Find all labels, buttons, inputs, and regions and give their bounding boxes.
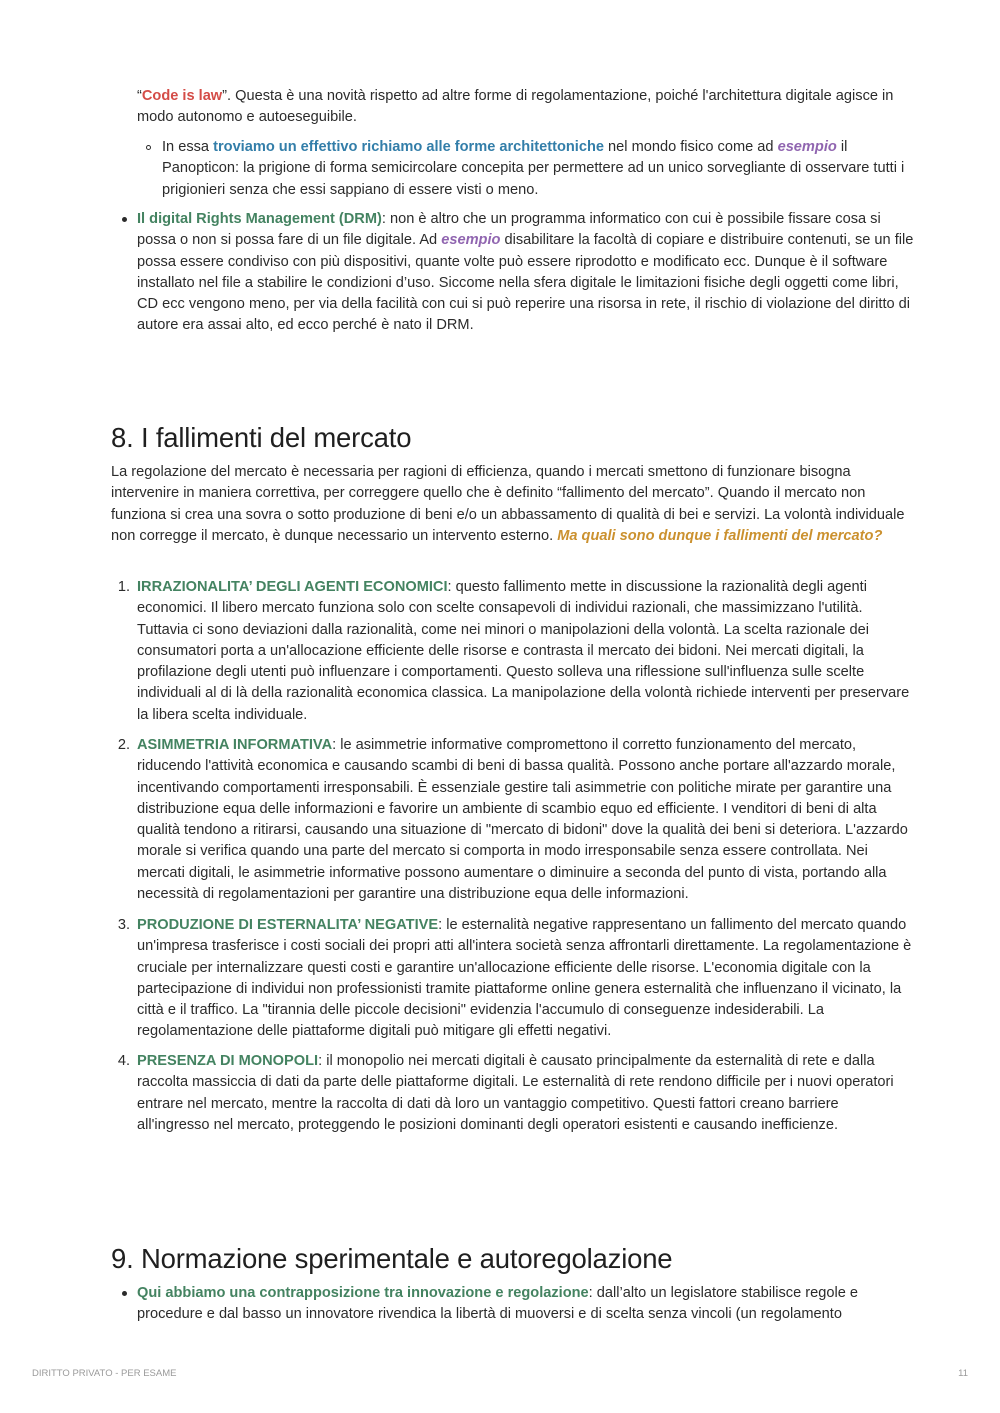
drm-text-2: disabilitare la facoltà di copiare e distribuire contenuti, se un file possa essere condiviso con più dispositivi, quante volte può essere riprodotto e modificato ecc. Dunque è il software installato nel file a stabilire le condizioni d’uso. Siccome nella sfera digitale le limitazioni fisiche degli oggetti come libri, CD ecc vengono meno, per via della facilità con cui si può reperire una risorsa in rete, il rischio di violazione del diritto di autore era assai alto, ed ecco perché è nato il DRM.: [137, 232, 914, 334]
open-quote: “: [137, 88, 142, 104]
section-8-intro: [111, 462, 911, 547]
sub-item-mid: nel mondo fisico come ad: [603, 139, 778, 155]
architectural-forms-highlight: troviamo un effettivo richiamo alle forme architettoniche: [213, 139, 604, 155]
list-number: 4.: [117, 1053, 130, 1069]
code-is-law-paragraph: [137, 86, 917, 129]
example-highlight: esempio: [777, 139, 837, 155]
failure-text: : il monopolio nei mercati digitali è causato principalmente da esternalità di rete e dalla raccolta massiccia di dati da parte delle piattaforme digitali. Le esternalità di rete rendono difficile per i nuovi operatori entrare nel mercato, mentre la raccolta di dati dà loro un vantaggio competitivo. Questi fattori creano barriere all'ingresso nel mercato, proteggendo le posizioni dominanti degli operatori esistenti e causando inefficienze.: [137, 1053, 894, 1133]
contrast-text: : dall’alto un legislatore stabilisce regole e procedure e dal basso un innovatore rivendica la libertà di muoversi e di scelta senza vincoli (un regolamento: [137, 1285, 859, 1323]
hollow-bullet-icon: [146, 145, 151, 150]
failure-item-asymmetry: [137, 735, 915, 905]
bullet-icon: [122, 217, 127, 222]
section-9-heading: 9. Normazione sperimentale e autoregolazione: [111, 1243, 673, 1274]
list-number: 3.: [117, 917, 130, 933]
drm-text-1: : non è altro che un programma informatico con cui è possibile fissare cosa si possa o non si possa fare di un file digitale. Ad: [137, 211, 881, 249]
page-number: 11: [958, 1368, 968, 1379]
list-number: 1.: [117, 579, 130, 595]
footer-title: DIRITTO PRIVATO - PER ESAME: [32, 1368, 177, 1379]
failure-label: PRESENZA DI MONOPOLI: [137, 1053, 319, 1069]
failure-label: PRODUZIONE DI ESTERNALITA’ NEGATIVE: [137, 917, 439, 933]
section-8-intro-text: La regolazione del mercato è necessaria per ragioni di efficienza, quando i mercati smettono di funzionare bisogna intervenire in maniera correttiva, per correggere quello che è definito “fallimento del mercato”. Quando il mercato non funziona si crea una sovra o sotto produzione di beni e/o un abbassamento di qualità di bei e servizi. La volontà individuale non corregge il mercato, è dunque necessario un intervento esterno.: [111, 464, 905, 544]
innovation-regulation-item: [137, 1283, 912, 1326]
code-is-law-highlight: Code is law: [141, 88, 223, 104]
list-number: 2.: [117, 737, 130, 753]
failure-text: : questo fallimento mette in discussione la razionalità degli agenti economici. Il libero mercato funziona solo con scelte consapevoli di individui razionali, che massimizzano l'utilità. Tuttavia ci sono deviazioni dalla razionalità, come nei minori o manipolazioni della volontà. La scelta razionale dei consumatori porta a un'allocazione efficiente delle risorse e contrasta il mercato dei bidoni. Nei mercati digitali, la profilazione degli utenti può influenzare i comportamenti. Questo solleva una riflessione sull'influenza sulle scelte individuali al di là della razionalità economica classica. La manipolazione della volontà richiede interventi per preservare la libera scelta individuale.: [137, 579, 910, 723]
failure-label: IRRAZIONALITA’ DEGLI AGENTI ECONOMICI: [137, 579, 448, 595]
section-8-heading: 8. I fallimenti del mercato: [111, 422, 412, 453]
failure-label: ASIMMETRIA INFORMATIVA: [137, 737, 333, 753]
drm-label: Il digital Rights Management (DRM): [137, 211, 382, 227]
contrast-label: Qui abbiamo una contrapposizione tra innovazione e regolazione: [137, 1285, 589, 1301]
failure-item-irrationality: [137, 577, 915, 726]
failure-item-monopolies: [137, 1051, 915, 1136]
failure-item-externalities: [137, 915, 915, 1043]
bullet-icon: [122, 1291, 127, 1296]
drm-example-highlight: esempio: [441, 232, 501, 249]
sub-item-lead: In essa: [162, 139, 214, 155]
panopticon-sub-item: [162, 137, 917, 201]
failure-text: : le asimmetrie informative compromettono il corretto funzionamento del mercato, riducendo l'attività economica e causando scambi di beni di bassa qualità. Possono anche portare all'azzardo morale, incentivando comportamenti irresponsabili. È essenziale gestire tali asimmetrie con politiche mirate per garantire una distribuzione equa delle informazioni e favorire un ambiente di scambio equo ed efficiente. I venditori di beni di alta qualità tendono a ritirarsi, causando una situazione di "mercato di bidoni" dove la qualità dei beni si deteriora. L'azzardo morale si verifica quando una parte del mercato si comporta in modo irresponsabile senza essere controllata. Nei mercati digitali, le asimmetrie informative possono aumentare o diminuire a seconda del punto di vista, portando alla necessità di regolamentazioni per garantire una distribuzione equa delle informazioni.: [137, 737, 908, 903]
failure-text: : le esternalità negative rappresentano un fallimento del mercato quando un'impresa trasferisce i costi sociali dei propri atti all'intera società senza affrontarli direttamente. La regolamentazione è cruciale per internalizzare questi costi e garantire un'allocazione efficiente delle risorse. L'economia digitale con la partecipazione di individui non professionisti tramite piattaforme online genera esternalità che influenzano il vicinato, la città e il traffico. La "tirannia delle piccole decisioni" evidenzia l'accumulo di conseguenze indesiderabili. La regolamentazione delle piattaforme digitali può mitigare gli effetti negativi.: [137, 917, 912, 1040]
drm-item: [137, 209, 917, 337]
section-8-question: Ma quali sono dunque i fallimenti del mercato?: [557, 527, 883, 544]
code-is-law-text: ”. Questa è una novità rispetto ad altre forme di regolamentazione, poiché l'architettura digitale agisce in modo autonomo e autoeseguibile.: [137, 88, 894, 126]
sub-item-rest: il Panopticon: la prigione di forma semicircolare concepita per permettere ad un unico sorvegliante di osservare tutti i prigionieri senza che essi sappiano di essere visti o meno.: [162, 139, 905, 198]
